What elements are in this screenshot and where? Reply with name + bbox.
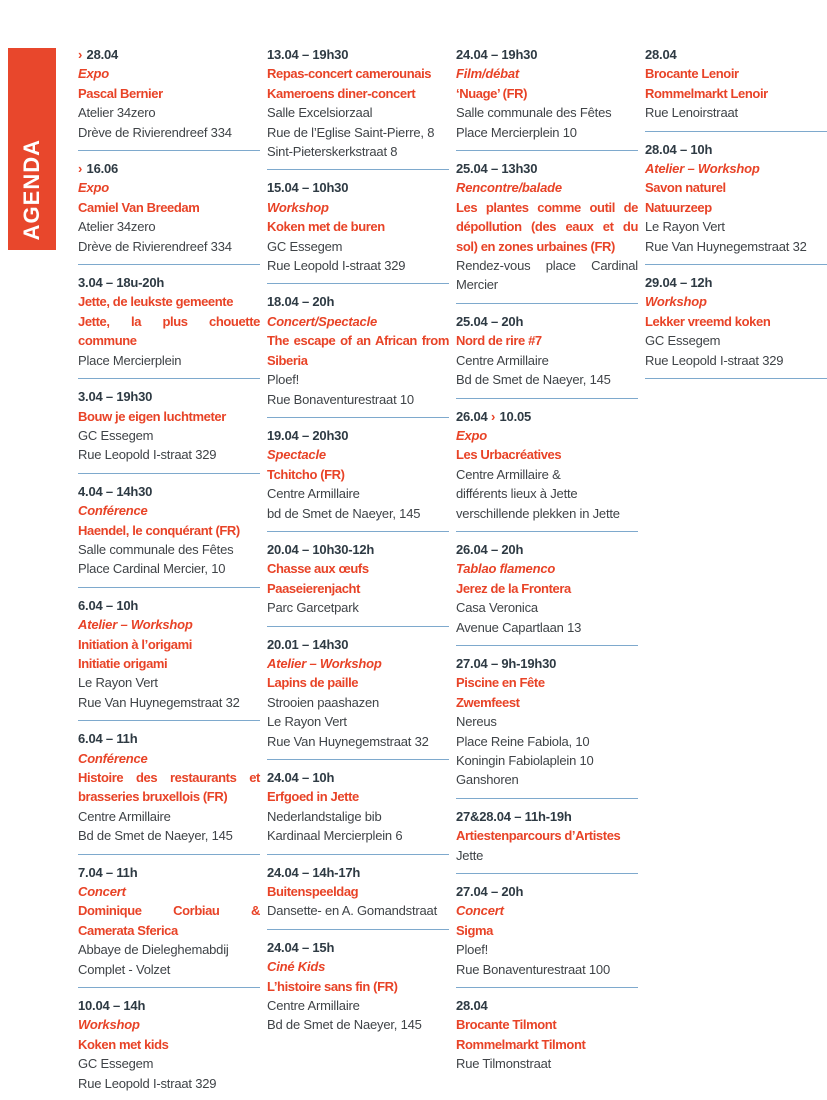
entry-category: Film/débat (456, 66, 520, 82)
entry-detail: Ganshoren (456, 772, 519, 788)
entry-separator (456, 531, 638, 532)
entry-detail: Rue Bonaventurestraat 10 (267, 391, 414, 407)
entry-title: Koken met de buren (267, 219, 385, 235)
agenda-entry (456, 407, 638, 523)
entry-date: › 28.04 (78, 47, 119, 62)
entry-separator (456, 645, 638, 646)
entry-date: 15.04 – 10h30 (267, 180, 349, 196)
entry-date: 10.04 – 14h (78, 998, 146, 1014)
entry-detail: Centre Armillaire (267, 486, 360, 502)
entry-category: Workshop (78, 1017, 140, 1033)
entry-separator (456, 303, 638, 304)
agenda-entry (456, 996, 638, 1074)
entry-detail: Rendez-vous place Cardinal Mercier (456, 258, 638, 293)
entry-category: Expo (78, 66, 109, 82)
entry-separator (645, 131, 827, 132)
entry-detail: Koningin Fabiolaplein 10 (456, 753, 594, 768)
entry-detail: Atelier 34zero (78, 219, 156, 235)
entry-date: 25.04 – 13h30 (456, 161, 538, 177)
agenda-entry (456, 312, 638, 390)
entry-separator (78, 378, 260, 379)
entry-detail: Centre Armillaire (267, 998, 360, 1014)
entry-detail: Place Mercierplein 10 (456, 124, 577, 140)
entry-category: Workshop (645, 294, 707, 310)
entry-date: 27.04 – 20h (456, 884, 524, 900)
entry-detail: verschillende plekken in Jette (456, 505, 620, 521)
entry-category: Ciné Kids (267, 959, 326, 975)
entry-category: Atelier – Workshop (267, 655, 382, 671)
entry-date: 20.01 – 14h30 (267, 636, 349, 652)
entry-detail: Bd de Smet de Naeyer, 145 (456, 372, 611, 388)
entry-detail: Rue Leopold I-straat 329 (645, 352, 784, 368)
entry-date: › 16.06 (78, 161, 119, 177)
entry-category: Conférence (78, 750, 148, 766)
agenda-entry (645, 45, 827, 123)
entry-detail: Salle communale des Fêtes (456, 105, 612, 121)
agenda-entry (78, 596, 260, 712)
entry-detail: Le Rayon Vert (267, 714, 347, 730)
agenda-entry (456, 45, 638, 142)
entry-separator (267, 531, 449, 532)
agenda-entry (645, 273, 827, 370)
entry-detail: Rue Van Huynegemstraat 32 (78, 694, 240, 710)
entry-date: 27.04 – 9h-19h30 (456, 655, 557, 671)
agenda-column-3 (456, 45, 638, 1093)
agenda-entry (78, 387, 260, 465)
agenda-entry (267, 635, 449, 751)
entry-separator (456, 987, 638, 988)
entry-detail: Avenue Capartlaan 13 (456, 619, 582, 635)
entry-detail: Rue Lenoirstraat (645, 105, 738, 121)
entry-separator (645, 378, 827, 379)
entry-title: Erfgoed in Jette (267, 789, 359, 805)
entry-date: 19.04 – 20h30 (267, 427, 349, 443)
entry-detail: Salle communale des Fêtes (78, 541, 234, 557)
entry-title: Paaseierenjacht (267, 580, 361, 596)
entry-detail: Le Rayon Vert (78, 675, 158, 691)
entry-detail: Nederlandstalige bib (267, 808, 382, 824)
agenda-entry (456, 654, 638, 790)
entry-title: Camiel Van Breedam (78, 199, 200, 215)
entry-category: Expo (78, 180, 109, 196)
entry-detail: Strooien paashazen (267, 694, 380, 710)
agenda-entry (456, 882, 638, 979)
entry-category: Concert/Spectacle (267, 313, 378, 329)
entry-title: Haendel, le conquérant (FR) (78, 522, 240, 538)
entry-separator (78, 264, 260, 265)
entry-date: 28.04 (456, 998, 488, 1014)
entry-title: Les plantes comme outil de dépollution (des eaux et du sol) en zones urbaines (FR) (456, 199, 638, 254)
agenda-entry (267, 863, 449, 921)
entry-title: Les Urbacréatives (456, 447, 562, 463)
entry-title: Jette, de leukste gemeente (78, 294, 234, 310)
entry-title: Brocante Lenoir (645, 66, 739, 82)
agenda-entry (267, 45, 449, 161)
entry-title: Jette, la plus chouette commune (78, 313, 260, 349)
entry-title: Buitenspeeldag (267, 884, 359, 900)
entry-detail: Rue Tilmonstraat (456, 1056, 552, 1072)
agenda-entry (645, 140, 827, 256)
entry-date: 13.04 – 19h30 (267, 47, 349, 62)
agenda-columns (78, 45, 827, 1093)
entry-date: 18.04 – 20h (267, 294, 335, 310)
entry-detail: Centre Armillaire & (456, 466, 561, 482)
entry-title: Rommelmarkt Tilmont (456, 1036, 586, 1052)
entry-title: The escape of an African from Siberia (267, 333, 449, 368)
entry-title: Natuurzeep (645, 199, 712, 215)
entry-date: 29.04 – 12h (645, 275, 713, 291)
entry-date: 3.04 – 18u-20h (78, 275, 165, 291)
entry-title: Chasse aux œufs (267, 561, 369, 577)
entry-detail: Drève de Rivierendreef 334 (78, 238, 232, 254)
entry-title: ‘Nuage’ (FR) (456, 85, 528, 101)
entry-date: 26.04 – 20h (456, 541, 524, 557)
agenda-column-2 (267, 45, 449, 1093)
entry-detail: Place Reine Fabiola, 10 (456, 733, 590, 749)
entry-date: 20.04 – 10h30-12h (267, 541, 375, 557)
entry-date: 3.04 – 19h30 (78, 389, 153, 405)
entry-category: Atelier – Workshop (645, 161, 760, 177)
entry-title: Repas-concert camerounais (267, 66, 432, 82)
entry-detail: Rue de l’Eglise Saint-Pierre, 8 (267, 124, 435, 140)
entry-separator (78, 854, 260, 855)
entry-separator (267, 626, 449, 627)
entry-separator (78, 473, 260, 474)
agenda-entry (267, 426, 449, 523)
entry-separator (645, 264, 827, 265)
entry-detail: Casa Veronica (456, 600, 538, 616)
agenda-entry (78, 45, 260, 142)
agenda-entry (267, 938, 449, 1035)
entry-category: Workshop (267, 199, 329, 215)
agenda-entry (78, 159, 260, 256)
entry-detail: Parc Garcetpark (267, 600, 359, 616)
entry-detail: Rue Bonaventurestraat 100 (456, 961, 610, 977)
entry-separator (267, 283, 449, 284)
entry-separator (267, 854, 449, 855)
entry-title: Jerez de la Frontera (456, 580, 571, 596)
entry-date: 24.04 – 15h (267, 939, 335, 955)
entry-detail: Ploef! (456, 942, 489, 958)
entry-detail: Place Cardinal Mercier, 10 (78, 561, 226, 577)
entry-detail: Rue Leopold I-straat 329 (78, 1075, 217, 1091)
entry-date: 4.04 – 14h30 (78, 483, 153, 499)
entry-separator (78, 987, 260, 988)
entry-detail: Bd de Smet de Naeyer, 145 (78, 828, 233, 844)
entry-category: Expo (456, 427, 487, 443)
entry-detail: Ploef! (267, 372, 300, 388)
entry-date: 24.04 – 14h-17h (267, 864, 361, 880)
agenda-entry (78, 996, 260, 1093)
chevron-right-icon: › (78, 161, 83, 177)
entry-date: 28.04 (645, 47, 677, 62)
entry-category: Conférence (78, 503, 148, 519)
entry-category: Atelier – Workshop (78, 617, 193, 633)
entry-detail: Complet - Volzet (78, 961, 171, 977)
entry-separator (267, 417, 449, 418)
agenda-entry (456, 807, 638, 865)
entry-title: Lapins de paille (267, 675, 359, 691)
agenda-column-1 (78, 45, 260, 1093)
entry-detail: Dansette- en A. Gomandstraat (267, 903, 437, 919)
entry-separator (78, 720, 260, 721)
entry-detail: GC Essegem (78, 1056, 154, 1072)
entry-category: Spectacle (267, 447, 326, 463)
entry-detail: Kardinaal Mercierplein 6 (267, 828, 403, 844)
entry-detail: Bd de Smet de Naeyer, 145 (267, 1017, 422, 1033)
entry-title: Bouw je eigen luchtmeter (78, 408, 226, 424)
entry-title: Pascal Bernier (78, 85, 163, 101)
agenda-entry (267, 178, 449, 275)
agenda-entry (267, 292, 449, 408)
entry-detail: Rue Leopold I-straat 329 (78, 447, 217, 463)
entry-separator (78, 587, 260, 588)
entry-detail: Atelier 34zero (78, 105, 156, 121)
entry-detail: Rue Van Huynegemstraat 32 (267, 733, 429, 749)
agenda-entry (78, 273, 260, 370)
entry-separator (267, 169, 449, 170)
entry-date: 25.04 – 20h (456, 313, 524, 329)
entry-category: Concert (456, 903, 504, 919)
entry-title: Histoire des restaurants et brasseries bruxellois (FR) (78, 770, 260, 805)
entry-detail: Centre Armillaire (78, 808, 171, 824)
entry-detail: Centre Armillaire (456, 352, 549, 368)
entry-detail: Sint-Pieterskerkstraat 8 (267, 144, 398, 160)
entry-title: Rommelmarkt Lenoir (645, 85, 768, 101)
entry-date: 28.04 – 10h (645, 141, 713, 157)
entry-separator (78, 150, 260, 151)
chevron-right-icon: › (78, 47, 83, 62)
entry-title: Lekker vreemd koken (645, 313, 771, 329)
entry-date: 24.04 – 10h (267, 770, 335, 785)
entry-detail: Nereus (456, 714, 497, 730)
entry-category: Concert (78, 884, 126, 900)
entry-separator (456, 150, 638, 151)
entry-title: L’histoire sans fin (FR) (267, 978, 398, 994)
agenda-entry (78, 863, 260, 979)
chevron-right-icon: › (490, 408, 496, 424)
entry-title: Dominique Corbiau & Camerata Sferica (78, 903, 260, 938)
agenda-entry (78, 482, 260, 579)
entry-title: Kameroens diner-concert (267, 85, 416, 101)
entry-category: Tablao flamenco (456, 561, 556, 577)
entry-detail: Place Mercierplein (78, 352, 182, 368)
agenda-entry (78, 729, 260, 845)
agenda-banner-label: AGENDA (19, 138, 44, 240)
entry-date: 24.04 – 19h30 (456, 47, 538, 62)
agenda-entry (456, 159, 638, 295)
entry-title: Savon naturel (645, 180, 726, 196)
entry-separator (456, 398, 638, 399)
agenda-entry (267, 768, 449, 846)
entry-detail: différents lieux à Jette (456, 486, 578, 502)
entry-detail: Jette (456, 847, 484, 863)
entry-title: Piscine en Fête (456, 675, 545, 691)
entry-title: Zwemfeest (456, 694, 520, 710)
agenda-entry (267, 540, 449, 618)
entry-separator (456, 798, 638, 799)
agenda-entry (456, 540, 638, 637)
entry-separator (267, 759, 449, 760)
entry-detail: bd de Smet de Naeyer, 145 (267, 505, 421, 521)
agenda-column-4 (645, 45, 827, 1093)
entry-separator (456, 873, 638, 874)
entry-date: 7.04 – 11h (78, 864, 138, 880)
entry-title: Koken met kids (78, 1036, 169, 1052)
entry-detail: GC Essegem (267, 238, 343, 254)
entry-detail: Le Rayon Vert (645, 219, 725, 235)
entry-date: 6.04 – 10h (78, 597, 139, 613)
entry-title: Nord de rire #7 (456, 333, 542, 349)
entry-separator (267, 929, 449, 930)
entry-detail: Abbaye de Dieleghemabdij (78, 942, 229, 958)
entry-title: Brocante Tilmont (456, 1017, 557, 1033)
entry-category: Rencontre/balade (456, 180, 562, 196)
entry-detail: Rue Van Huynegemstraat 32 (645, 238, 807, 254)
agenda-banner (8, 48, 56, 250)
entry-title: Initiation à l’origami (78, 636, 192, 652)
entry-title: Artiestenparcours d’Artistes (456, 828, 621, 844)
entry-date: 6.04 – 11h (78, 731, 138, 747)
entry-detail: Rue Leopold I-straat 329 (267, 258, 406, 274)
entry-detail: GC Essegem (78, 427, 154, 443)
entry-title: Sigma (456, 922, 494, 938)
entry-title: Tchitcho (FR) (267, 466, 345, 482)
entry-title: Initiatie origami (78, 655, 168, 671)
entry-date: 27&28.04 – 11h-19h (456, 808, 572, 824)
entry-detail: Drève de Rivierendreef 334 (78, 124, 232, 140)
entry-detail: Salle Excelsiorzaal (267, 105, 373, 121)
entry-date: 26.04 › 10.05 (456, 408, 532, 424)
entry-detail: GC Essegem (645, 333, 721, 349)
